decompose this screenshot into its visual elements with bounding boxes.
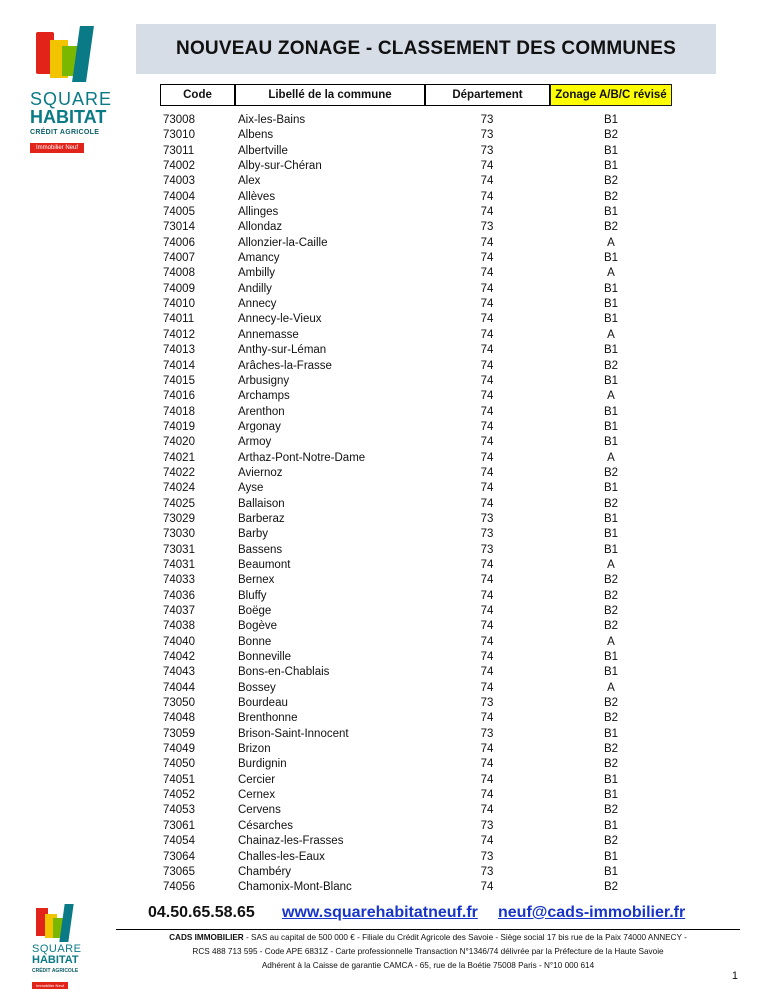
cell-zonage: B2 — [603, 190, 619, 203]
logo-line1: SQUARE — [30, 89, 113, 109]
table-row — [0, 527, 768, 542]
cell-zonage: B1 — [603, 666, 619, 679]
cell-code: 74043 — [163, 666, 195, 679]
cell-departement: 74 — [480, 405, 494, 418]
cell-zonage: B2 — [603, 129, 619, 142]
header-libelle: Libellé de la commune — [235, 84, 425, 106]
cell-departement: 74 — [480, 804, 494, 817]
cell-zonage: B1 — [603, 512, 619, 525]
cell-code: 74024 — [163, 482, 195, 495]
cell-departement: 73 — [480, 144, 494, 157]
cell-commune: Amancy — [238, 252, 280, 265]
table-row — [0, 589, 768, 604]
cell-departement: 74 — [480, 835, 494, 848]
legal-line2: RCS 488 713 595 - Code APE 6831Z - Carte professionnelle Transaction N°1346/74 délivrée par la Préfecture de la Haute Savoie — [192, 947, 664, 956]
cell-departement: 74 — [480, 651, 494, 664]
table-row — [0, 711, 768, 726]
table-row — [0, 742, 768, 757]
cell-code: 74052 — [163, 789, 195, 802]
cell-code: 74031 — [163, 558, 195, 571]
cell-code: 74050 — [163, 758, 195, 771]
cell-zonage: B1 — [603, 405, 619, 418]
cell-departement: 74 — [480, 605, 494, 617]
cell-departement: 74 — [480, 466, 494, 479]
cell-departement: 74 — [480, 497, 494, 510]
cell-zonage: B1 — [603, 160, 619, 173]
table-row — [0, 159, 768, 174]
cell-code: 73031 — [163, 543, 195, 556]
cell-departement: 74 — [480, 743, 494, 756]
cell-departement: 74 — [480, 574, 494, 587]
cell-commune: Césarches — [238, 819, 293, 832]
cell-code: 73050 — [163, 697, 195, 710]
cell-zonage: B2 — [603, 743, 619, 756]
cell-code: 74053 — [163, 804, 195, 817]
cell-zonage: B1 — [603, 819, 619, 832]
table-row — [0, 236, 768, 251]
cell-zonage: B1 — [603, 528, 619, 541]
cell-commune: Bons-en-Chablais — [238, 666, 330, 679]
cell-departement: 74 — [480, 635, 494, 648]
cell-code: 74012 — [163, 328, 195, 341]
cell-zonage: B1 — [603, 282, 619, 295]
cell-commune: Bossey — [238, 681, 276, 694]
table-row — [0, 420, 768, 435]
table-row — [0, 635, 768, 650]
cell-zonage: A — [607, 328, 615, 341]
cell-commune: Allèves — [238, 190, 276, 203]
cell-departement: 74 — [480, 390, 494, 403]
table-row — [0, 834, 768, 849]
logo-brand: CRÉDIT AGRICOLE — [30, 129, 100, 136]
page-number: 1 — [731, 970, 738, 982]
table-row — [0, 205, 768, 220]
cell-zonage: B2 — [603, 620, 619, 633]
table-row — [0, 328, 768, 343]
cell-departement: 74 — [480, 282, 494, 295]
cell-zonage: B1 — [603, 850, 619, 863]
table-row — [0, 681, 768, 696]
cell-code: 74006 — [163, 236, 195, 249]
cell-code: 74002 — [163, 160, 195, 173]
cell-zonage: B2 — [603, 466, 619, 479]
cell-code: 74018 — [163, 405, 195, 418]
cell-code: 73030 — [163, 528, 195, 541]
cell-code: 74044 — [163, 681, 195, 694]
table-row — [0, 481, 768, 496]
cell-departement: 74 — [480, 451, 494, 464]
cell-zonage: B1 — [603, 543, 619, 556]
cell-departement: 74 — [480, 175, 494, 188]
cell-commune: Arthaz-Pont-Notre-Dame — [238, 451, 366, 464]
cell-commune: Albens — [238, 129, 274, 142]
legal-line3: Adhérent à la Caisse de garantie CAMCA - 65, rue de la Boétie 75008 Paris - N°10 000 614 — [261, 961, 595, 970]
cell-zonage: B1 — [603, 252, 619, 265]
table-row — [0, 282, 768, 297]
table-row — [0, 558, 768, 573]
cell-commune: Annecy — [238, 298, 277, 311]
cell-commune: Ayse — [238, 482, 264, 495]
communes-table — [0, 113, 768, 896]
cell-zonage: B1 — [603, 313, 619, 326]
table-row — [0, 113, 768, 128]
cell-code: 74010 — [163, 298, 195, 311]
cell-commune: Albertville — [238, 144, 288, 157]
cell-departement: 74 — [480, 436, 494, 449]
cell-commune: Allondaz — [238, 221, 283, 234]
table-row — [0, 190, 768, 205]
cell-departement: 74 — [480, 328, 494, 341]
cell-zonage: B1 — [603, 298, 619, 311]
footer-logo-brand: CRÉDIT AGRICOLE — [32, 968, 79, 974]
cell-commune: Arenthon — [238, 405, 285, 418]
cell-commune: Aix-les-Bains — [238, 114, 306, 126]
cell-departement: 74 — [480, 252, 494, 265]
cell-code: 74049 — [163, 743, 195, 756]
cell-departement: 74 — [480, 589, 494, 602]
cell-commune: Annecy-le-Vieux — [238, 313, 322, 326]
table-row — [0, 850, 768, 865]
cell-commune: Bonneville — [238, 651, 292, 664]
table-row — [0, 803, 768, 818]
cell-code: 74048 — [163, 712, 195, 725]
cell-commune: Andilly — [238, 282, 272, 295]
cell-commune: Boëge — [238, 605, 272, 617]
cell-code: 74009 — [163, 282, 195, 295]
cell-departement: 74 — [480, 666, 494, 679]
cell-code: 74011 — [163, 313, 195, 326]
cell-commune: Archamps — [238, 390, 290, 403]
cell-commune: Arbusigny — [238, 374, 290, 387]
cell-departement: 74 — [480, 881, 494, 894]
cell-zonage: B2 — [603, 359, 619, 372]
cell-commune: Bassens — [238, 543, 283, 556]
table-row — [0, 359, 768, 374]
cell-commune: Brenthonne — [238, 712, 298, 725]
cell-commune: Cervens — [238, 804, 281, 817]
cell-departement: 73 — [480, 850, 494, 863]
logo-line2: HABITAT — [30, 107, 107, 127]
cell-departement: 74 — [480, 160, 494, 173]
legal-notice — [116, 931, 740, 973]
cell-commune: Bluffy — [238, 589, 267, 602]
cell-commune: Anthy-sur-Léman — [238, 344, 327, 357]
table-row — [0, 220, 768, 235]
table-row — [0, 435, 768, 450]
table-row — [0, 389, 768, 404]
cell-departement: 74 — [480, 773, 494, 786]
cell-zonage: B2 — [603, 175, 619, 188]
cell-code: 74038 — [163, 620, 195, 633]
cell-commune: Brison-Saint-Innocent — [238, 727, 349, 740]
cell-commune: Ambilly — [238, 267, 276, 280]
header-code: Code — [160, 84, 235, 106]
cell-zonage: B2 — [603, 712, 619, 725]
cell-commune: Cernex — [238, 789, 276, 802]
cell-departement: 74 — [480, 267, 494, 280]
logo-tagline: Immobilier Neuf — [30, 143, 84, 153]
cell-code: 74036 — [163, 589, 195, 602]
cell-departement: 74 — [480, 374, 494, 387]
cell-departement: 74 — [480, 789, 494, 802]
table-row — [0, 128, 768, 143]
cell-code: 73008 — [163, 114, 195, 126]
cell-commune: Allonzier-la-Caille — [238, 236, 328, 249]
cell-zonage: A — [607, 681, 615, 694]
cell-code: 74025 — [163, 497, 195, 510]
cell-commune: Bourdeau — [238, 697, 288, 710]
cell-code: 74054 — [163, 835, 195, 848]
cell-zonage: B2 — [603, 221, 619, 234]
cell-zonage: B1 — [603, 374, 619, 387]
cell-departement: 74 — [480, 758, 494, 771]
cell-departement: 74 — [480, 359, 494, 372]
table-row — [0, 343, 768, 358]
cell-zonage: B1 — [603, 420, 619, 433]
cell-commune: Annemasse — [238, 328, 299, 341]
cell-commune: Chambéry — [238, 865, 292, 878]
cell-zonage: A — [607, 267, 615, 280]
cell-departement: 74 — [480, 206, 494, 219]
company-name: CADS IMMOBILIER — [169, 933, 244, 942]
cell-code: 74051 — [163, 773, 195, 786]
phone-number: 04.50.65.58.65 — [148, 904, 255, 921]
table-row — [0, 251, 768, 266]
table-row — [0, 604, 768, 619]
cell-code: 73065 — [163, 865, 195, 878]
cell-code: 73061 — [163, 819, 195, 832]
header-zonage: Zonage A/B/C révisé — [550, 84, 672, 106]
cell-zonage: B1 — [603, 144, 619, 157]
cell-departement: 74 — [480, 558, 494, 571]
table-row — [0, 727, 768, 742]
table-row — [0, 543, 768, 558]
table-row — [0, 573, 768, 588]
cell-code: 73059 — [163, 727, 195, 740]
page-title: NOUVEAU ZONAGE - CLASSEMENT DES COMMUNES — [176, 38, 676, 59]
cell-code: 74008 — [163, 267, 195, 280]
table-row — [0, 405, 768, 420]
cell-code: 74016 — [163, 390, 195, 403]
legal-line1: - SAS au capital de 500 000 € - Filiale du Crédit Agricole des Savoie - Siège social 17 bis rue de la Paix 74000 ANNECY - — [243, 933, 687, 942]
cell-departement: 74 — [480, 420, 494, 433]
cell-code: 74022 — [163, 466, 195, 479]
cell-commune: Allinges — [238, 206, 279, 219]
cell-commune: Arâches-la-Frasse — [238, 359, 332, 372]
header-departement: Département — [425, 84, 550, 106]
cell-departement: 74 — [480, 620, 494, 633]
cell-commune: Alex — [238, 175, 261, 188]
cell-departement: 73 — [480, 114, 494, 126]
table-row — [0, 266, 768, 281]
table-row — [0, 374, 768, 389]
cell-commune: Barberaz — [238, 512, 285, 525]
cell-zonage: B2 — [603, 589, 619, 602]
cell-departement: 73 — [480, 221, 494, 234]
table-row — [0, 865, 768, 880]
cell-code: 74014 — [163, 359, 195, 372]
cell-commune: Chamonix-Mont-Blanc — [238, 881, 352, 894]
cell-code: 74007 — [163, 252, 195, 265]
cell-code: 74040 — [163, 635, 195, 648]
cell-zonage: A — [607, 236, 615, 249]
cell-zonage: B2 — [603, 697, 619, 710]
cell-code: 74042 — [163, 651, 195, 664]
cell-zonage: B1 — [603, 344, 619, 357]
cell-commune: Burdignin — [238, 758, 287, 771]
cell-commune: Ballaison — [238, 497, 285, 510]
cell-zonage: A — [607, 635, 615, 648]
cell-departement: 74 — [480, 712, 494, 725]
cell-departement: 74 — [480, 313, 494, 326]
cell-code: 74021 — [163, 451, 195, 464]
cell-zonage: B2 — [603, 497, 619, 510]
cell-commune: Alby-sur-Chéran — [238, 160, 322, 173]
cell-commune: Argonay — [238, 420, 281, 433]
logo-mark-icon — [36, 26, 96, 88]
cell-departement: 73 — [480, 528, 494, 541]
cell-departement: 74 — [480, 298, 494, 311]
cell-code: 74003 — [163, 175, 195, 188]
cell-code: 74033 — [163, 574, 195, 587]
cell-code: 74020 — [163, 436, 195, 449]
cell-commune: Brizon — [238, 743, 271, 756]
cell-code: 74005 — [163, 206, 195, 219]
cell-code: 74037 — [163, 605, 195, 617]
cell-zonage: B1 — [603, 206, 619, 219]
cell-zonage: B2 — [603, 804, 619, 817]
table-row — [0, 757, 768, 772]
website-link[interactable]: www.squarehabitatneuf.fr — [282, 904, 478, 921]
cell-commune: Armoy — [238, 436, 272, 449]
table-row — [0, 466, 768, 481]
footer-logo-mark-icon — [36, 904, 76, 944]
cell-commune: Challes-les-Eaux — [238, 850, 325, 863]
table-row — [0, 819, 768, 834]
cell-code: 74019 — [163, 420, 195, 433]
cell-departement: 73 — [480, 512, 494, 525]
cell-zonage: B1 — [603, 436, 619, 449]
table-row — [0, 174, 768, 189]
cell-commune: Bonne — [238, 635, 272, 648]
cell-zonage: B1 — [603, 651, 619, 664]
table-row — [0, 665, 768, 680]
cell-zonage: B1 — [603, 865, 619, 878]
cell-commune: Chainaz-les-Frasses — [238, 835, 344, 848]
cell-zonage: A — [607, 558, 615, 571]
cell-code: 73010 — [163, 129, 195, 142]
footer-logo — [32, 904, 92, 992]
cell-zonage: B2 — [603, 574, 619, 587]
table-row — [0, 773, 768, 788]
cell-zonage: B2 — [603, 605, 619, 617]
cell-code: 74015 — [163, 374, 195, 387]
cell-zonage: B1 — [603, 482, 619, 495]
table-row — [0, 650, 768, 665]
cell-code: 73011 — [163, 144, 195, 157]
footer-divider — [116, 929, 740, 930]
cell-zonage: B1 — [603, 789, 619, 802]
cell-departement: 74 — [480, 344, 494, 357]
cell-code: 73014 — [163, 221, 195, 234]
email-link[interactable]: neuf@cads-immobilier.fr — [498, 904, 686, 921]
cell-code: 74056 — [163, 881, 195, 894]
cell-commune: Cercier — [238, 773, 276, 786]
cell-zonage: B2 — [603, 835, 619, 848]
table-row — [0, 619, 768, 634]
table-row — [0, 144, 768, 159]
cell-zonage: A — [607, 390, 615, 403]
table-row — [0, 297, 768, 312]
cell-code: 73029 — [163, 512, 195, 525]
cell-zonage: B1 — [603, 727, 619, 740]
cell-departement: 74 — [480, 681, 494, 694]
cell-zonage: B2 — [603, 758, 619, 771]
cell-commune: Bernex — [238, 574, 275, 587]
table-row — [0, 497, 768, 512]
cell-commune: Barby — [238, 528, 269, 541]
cell-commune: Beaumont — [238, 558, 291, 571]
title-banner — [136, 24, 716, 74]
table-row — [0, 451, 768, 466]
table-row — [0, 696, 768, 711]
table-row — [0, 512, 768, 527]
cell-departement: 73 — [480, 819, 494, 832]
cell-zonage: B1 — [603, 773, 619, 786]
cell-commune: Aviernoz — [238, 466, 283, 479]
cell-zonage: A — [607, 451, 615, 464]
cell-departement: 73 — [480, 697, 494, 710]
table-row — [0, 880, 768, 895]
cell-departement: 74 — [480, 482, 494, 495]
cell-departement: 74 — [480, 236, 494, 249]
cell-departement: 73 — [480, 543, 494, 556]
footer-logo-line2: HABITAT — [32, 954, 79, 966]
table-row — [0, 788, 768, 803]
cell-departement: 73 — [480, 727, 494, 740]
cell-zonage: B2 — [603, 881, 619, 894]
cell-commune: Bogève — [238, 620, 278, 633]
footer-logo-line1: SQUARE — [32, 943, 82, 955]
cell-zonage: B1 — [603, 114, 619, 126]
cell-code: 73064 — [163, 850, 195, 863]
cell-code: 74013 — [163, 344, 195, 357]
table-row — [0, 312, 768, 327]
footer-logo-tagline: Immobilier Neuf — [32, 982, 68, 989]
cell-departement: 73 — [480, 865, 494, 878]
cell-code: 74004 — [163, 190, 195, 203]
cell-departement: 74 — [480, 190, 494, 203]
cell-departement: 73 — [480, 129, 494, 142]
